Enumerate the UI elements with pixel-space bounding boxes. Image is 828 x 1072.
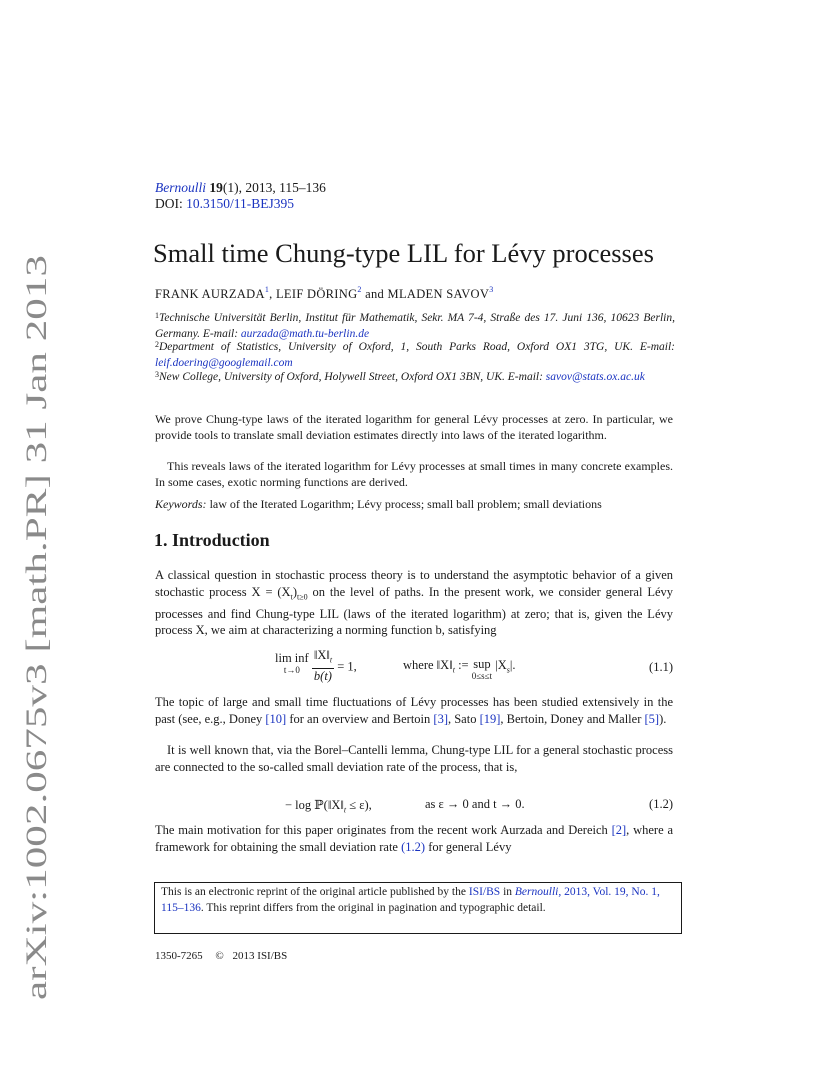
equation-rhs: ≤ ε), (346, 798, 372, 812)
intro-text: for an overview and Bertoin (286, 711, 434, 726)
paper-title: Small time Chung-type LIL for Lévy processes (153, 238, 654, 268)
doi-line (155, 196, 294, 212)
affiliation-1 (155, 310, 675, 342)
doi-link[interactable]: 10.3150/11-BEJ395 (186, 196, 294, 211)
affiliation-ref[interactable]: 1 (264, 285, 270, 294)
sup-text: sup (473, 657, 491, 671)
section-heading: 1. Introduction (154, 530, 270, 550)
journal-citation (155, 180, 326, 196)
affiliation-number: 3 (155, 370, 159, 379)
intro-text: ). (659, 711, 667, 726)
keywords-text: law of the Iterated Logarithm; Lévy process; small ball problem; small deviations (206, 497, 602, 511)
intro-paragraph-2 (155, 694, 673, 727)
copyright-icon: © (215, 950, 224, 962)
author-name: , LEIF DÖRING (269, 287, 358, 301)
reprint-text: . This reprint differs from the original in pagination and typographic detail. (200, 901, 546, 914)
affiliation-ref[interactable]: 3 (489, 285, 494, 294)
journal-issue: (1), 2013, 115–136 (222, 180, 326, 195)
email-link[interactable]: leif.doering@googlemail.com (155, 357, 293, 369)
journal-volume: 19 (209, 180, 223, 195)
intro-text: , where a framework for obtaining the small deviation rate (155, 823, 673, 854)
arxiv-stamp (0, 0, 60, 1072)
intro-paragraph-4 (155, 822, 673, 855)
keywords-line (155, 496, 673, 513)
reprint-notice (154, 882, 682, 934)
affiliation-ref[interactable]: 2 (357, 285, 362, 294)
equation-where: where ‖X‖ (403, 658, 453, 672)
sup-operator (472, 658, 492, 682)
equation-end: |. (509, 658, 516, 672)
equation-number: (1.2) (649, 797, 673, 811)
equation-equals: = 1, (337, 659, 357, 674)
affiliation-text: Technische Universität Berlin, Institut für Mathematik, Sekr. MA 7-4, Straße des 17. Juni 136, 10623 Berlin, Germany. E-mail: (155, 312, 675, 340)
equation-condition: as ε → 0 and t → 0. (425, 797, 525, 811)
intro-paragraph-1: A classical question in stochastic process theory is to understand the asymptotic behavior of a given stochastic process $X = (X_t)_{t\ge 0}$ on the level of paths. In the present work, we consider general Lévy processes and find Chung-type LIL (laws of the iterated logarithm) at zero; that is, given the Lévy process X, we aim at characterizing a norming function b, satisfying (155, 568, 674, 637)
equation-link[interactable]: (1.2) (401, 839, 426, 854)
author-list (155, 287, 494, 302)
intro-text: The topic of large and small time fluctuations of Lévy processes has been studied extensively in the past (see, e.g., Doney (155, 695, 673, 726)
doi-label: DOI: (155, 196, 187, 211)
lim-inf-subscript: t→0 (283, 665, 300, 675)
affiliation-number: 2 (155, 340, 159, 349)
intro-text: on the level of paths. In the present work, we consider general Lévy processes and find Chung-type LIL (laws of the iterated logarithm) at zero; that is, given the Lévy process X, we aim at characterizing a norming function b, satisfying (155, 584, 674, 637)
citation-link[interactable]: [5] (644, 711, 660, 726)
reprint-text: This is an electronic reprint of the original article published by the (161, 886, 469, 898)
citation-link[interactable]: [10] (265, 711, 287, 726)
intro-text: , Sato (447, 711, 480, 726)
abstract-paragraph-2: This reveals laws of the iterated logarithm for Lévy processes at small times in many concrete examples. In some cases, exotic norming functions are derived. (155, 459, 673, 489)
lim-inf-text: lim inf (275, 651, 309, 665)
lim-inf-operator (275, 652, 309, 676)
citation-link[interactable]: [19] (479, 711, 501, 726)
equation-1-1: lim inf t→0 $\frac{‖X‖_t}{b(t)}$ = 1, where $‖X‖_t$ := sup 0≤s≤t $|X_s|$. (1.1) (275, 648, 673, 683)
journal-link[interactable]: Bernoulli, (514, 886, 562, 898)
publisher-year: 2013 ISI/BS (232, 950, 288, 962)
subscript: t≥0 (296, 592, 308, 601)
equation-1-2: − $\log ℙ(‖X‖_t \le \varepsilon)$, as ε → 0 and t → 0. (1.2) (285, 797, 673, 815)
intro-text: , Bertoin, Doney and Maller (500, 711, 645, 726)
fraction-denominator: b(t) (313, 668, 332, 683)
equation-number: (1.1) (649, 660, 673, 674)
equation-lhs: − log ℙ(‖X‖ (285, 798, 344, 812)
journal-link[interactable]: Bernoulli (155, 180, 206, 195)
citation-link[interactable]: 2013, Vol. 19, No. 1, 115–136 (161, 886, 660, 914)
affiliation-text: Department of Statistics, University of Oxford, 1, South Parks Road, Oxford OX1 3TG, UK. E-mail: (159, 341, 675, 353)
intro-paragraph-3: It is well known that, via the Borel–Cantelli lemma, Chung-type LIL for a general stochastic process are connected to the so-called small deviation rate of the process, that is, (155, 743, 673, 774)
keywords-label: Keywords: (155, 497, 207, 511)
email-link[interactable]: aurzada@math.tu-berlin.de (240, 328, 370, 340)
intro-text: A classical question in stochastic process theory is to understand the asymptotic behavior of a given stochastic process X = (X (155, 568, 673, 599)
issn: 1350-7265 (155, 950, 203, 962)
publisher-link[interactable]: ISI/BS (468, 886, 501, 898)
author-name: FRANK AURZADA (155, 287, 265, 301)
fraction-numerator: ‖X‖ (313, 648, 330, 662)
citation-link[interactable]: [3] (433, 711, 448, 726)
equation-abs: |X (492, 658, 507, 672)
intro-text: The main motivation for this paper originates from the recent work Aurzada and Dereich (155, 823, 612, 837)
equation-fraction: $\frac{‖X‖_t}{b(t)}$ (313, 648, 333, 683)
arxiv-identifier: arXiv:1002.0675v3 [math.PR] 31 Jan 2013 (20, 481, 53, 1000)
citation-link[interactable]: [2] (611, 823, 627, 837)
sup-subscript: 0≤s≤t (471, 671, 493, 681)
affiliation-3 (155, 369, 675, 385)
affiliation-text: New College, University of Oxford, Holywell Street, Oxford OX1 3BN, UK. E-mail: (159, 371, 546, 383)
reprint-text: in (500, 886, 515, 898)
abstract-paragraph-1: We prove Chung-type laws of the iterated logarithm for general Lévy processes at zero. In particular, we provide tools to translate small deviation estimates directly into laws of the iterated logarithm. (155, 412, 673, 442)
equation-def: := (454, 658, 472, 672)
intro-text: for general Lévy (425, 839, 512, 854)
affiliation-number: 1 (155, 311, 159, 320)
affiliation-2 (155, 339, 675, 371)
author-name: and MLADEN SAVOV (361, 287, 490, 301)
copyright-footer (155, 950, 287, 962)
email-link[interactable]: savov@stats.ox.ac.uk (545, 371, 645, 383)
